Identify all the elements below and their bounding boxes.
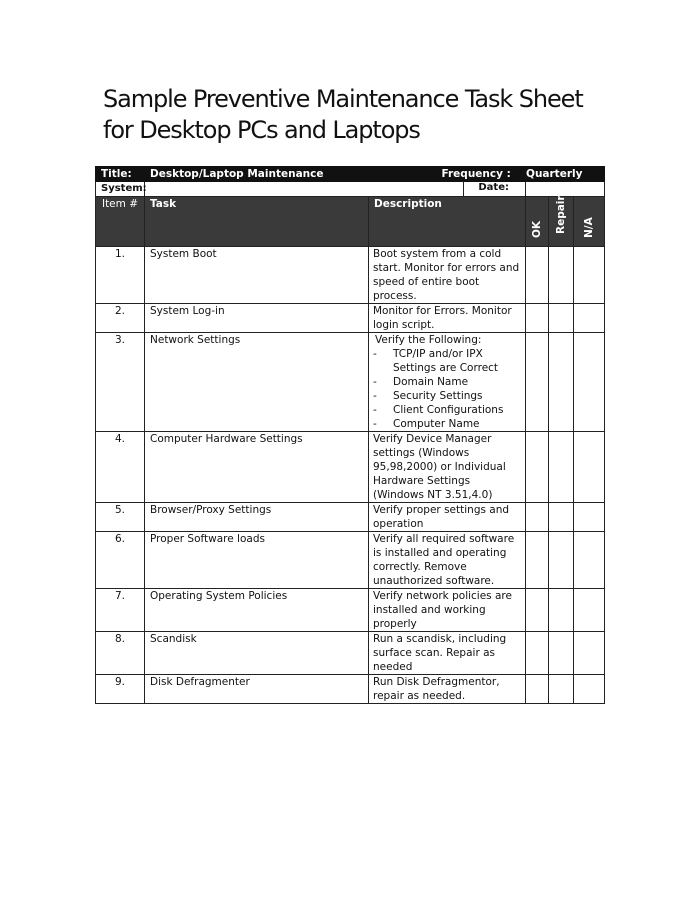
date-label-box <box>463 181 513 197</box>
col-header-na <box>574 197 605 247</box>
ok-checkbox-cell[interactable] <box>526 432 549 503</box>
description-checklist <box>373 347 521 431</box>
repair-checkbox-cell[interactable] <box>549 532 574 589</box>
system-field[interactable] <box>145 182 526 197</box>
col-repair-label: Repair <box>555 195 568 234</box>
col-ok-label: OK <box>531 220 544 238</box>
task-cell <box>145 304 369 333</box>
item-number-cell <box>96 503 145 532</box>
col-header-description <box>369 197 526 247</box>
date-label: Date: <box>478 182 509 193</box>
item-number-cell <box>96 675 145 704</box>
description-cell <box>369 333 526 432</box>
repair-checkbox-cell[interactable] <box>549 632 574 675</box>
ok-checkbox-cell[interactable] <box>526 675 549 704</box>
col-header-ok <box>526 197 549 247</box>
description-text: Verify the Following: <box>375 334 482 346</box>
col-header-repair <box>549 197 574 247</box>
title-row <box>96 167 605 182</box>
description-cell <box>369 589 526 632</box>
ok-checkbox-cell[interactable] <box>526 304 549 333</box>
task-name: Network Settings <box>150 334 241 346</box>
description-text: Run a scandisk, including surface scan. Repair as needed <box>373 633 507 673</box>
ok-checkbox-cell[interactable] <box>526 247 549 304</box>
item-number-cell <box>96 432 145 503</box>
description-cell <box>369 503 526 532</box>
na-checkbox-cell[interactable] <box>574 632 605 675</box>
ok-checkbox-cell[interactable] <box>526 503 549 532</box>
na-checkbox-cell[interactable] <box>574 432 605 503</box>
description-text: Monitor for Errors. Monitor login script. <box>373 305 512 331</box>
description-cell <box>369 532 526 589</box>
col-header-item <box>96 197 145 247</box>
task-name: Scandisk <box>150 633 197 645</box>
task-cell <box>145 247 369 304</box>
col-description-label: Description <box>374 198 442 210</box>
ok-checkbox-cell[interactable] <box>526 632 549 675</box>
frequency-value-cell <box>526 167 605 182</box>
na-checkbox-cell[interactable] <box>574 247 605 304</box>
na-checkbox-cell[interactable] <box>574 333 605 432</box>
repair-checkbox-cell[interactable] <box>549 247 574 304</box>
item-number: 4. <box>114 433 126 445</box>
description-text: Run Disk Defragmentor, repair as needed. <box>373 676 500 702</box>
task-cell <box>145 632 369 675</box>
repair-checkbox-cell[interactable] <box>549 333 574 432</box>
title-label-cell <box>96 167 145 182</box>
ok-checkbox-cell[interactable] <box>526 333 549 432</box>
item-number: 2. <box>114 305 126 317</box>
column-header-row <box>96 197 605 247</box>
ok-checkbox-cell[interactable] <box>526 532 549 589</box>
system-row <box>96 182 605 197</box>
task-name: Disk Defragmenter <box>150 676 250 688</box>
table-row <box>96 247 605 304</box>
repair-checkbox-cell[interactable] <box>549 675 574 704</box>
item-number: 5. <box>114 504 126 516</box>
table-row <box>96 333 605 432</box>
task-cell <box>145 333 369 432</box>
frequency-value: Quarterly <box>526 168 583 180</box>
description-cell <box>369 675 526 704</box>
checklist-item: - TCP/IP and/or IPX Settings are Correct <box>373 347 521 375</box>
description-text: Verify proper settings and operation <box>373 504 510 530</box>
checklist-item: - Computer Name <box>373 417 521 431</box>
task-name: System Log-in <box>150 305 225 317</box>
item-number: 3. <box>114 334 126 346</box>
item-number-cell <box>96 333 145 432</box>
table-row <box>96 432 605 503</box>
description-text: Verify all required software is installed and operating correctly. Remove unauthorized software. <box>373 533 515 587</box>
description-cell <box>369 432 526 503</box>
title-value: Desktop/Laptop Maintenance <box>150 168 324 180</box>
na-checkbox-cell[interactable] <box>574 532 605 589</box>
task-cell <box>145 432 369 503</box>
description-cell <box>369 304 526 333</box>
task-name: System Boot <box>150 248 217 260</box>
repair-checkbox-cell[interactable] <box>549 589 574 632</box>
item-number: 1. <box>114 248 126 260</box>
item-number-cell <box>96 247 145 304</box>
col-task-label: Task <box>150 198 177 210</box>
item-number-cell <box>96 532 145 589</box>
table-row <box>96 503 605 532</box>
description-text: Boot system from a cold start. Monitor for errors and speed of entire boot process. <box>373 248 520 302</box>
frequency-label: Frequency : <box>441 168 511 180</box>
task-name: Operating System Policies <box>150 590 288 602</box>
task-name: Proper Software loads <box>150 533 265 545</box>
na-checkbox-cell[interactable] <box>574 675 605 704</box>
description-text: Verify network policies are installed and working properly <box>373 590 512 630</box>
na-checkbox-cell[interactable] <box>574 503 605 532</box>
col-na-label: N/A <box>583 217 596 238</box>
task-cell <box>145 532 369 589</box>
task-name: Computer Hardware Settings <box>150 433 303 445</box>
task-name: Browser/Proxy Settings <box>150 504 272 516</box>
checklist-item: - Domain Name <box>373 375 521 389</box>
item-number: 7. <box>114 590 126 602</box>
table-row <box>96 589 605 632</box>
table-row <box>96 675 605 704</box>
repair-checkbox-cell[interactable] <box>549 503 574 532</box>
system-label: System: <box>101 183 147 194</box>
item-number: 9. <box>114 676 126 688</box>
description-text: Verify Device Manager settings (Windows 95,98,2000) or Individual Hardware Settings (Windows NT 3.51,4.0) <box>373 433 506 501</box>
task-cell <box>145 503 369 532</box>
maintenance-task-table <box>95 166 605 704</box>
title-line-2: for Desktop PCs and Laptops <box>103 116 420 144</box>
repair-checkbox-cell[interactable] <box>549 304 574 333</box>
col-header-task <box>145 197 369 247</box>
item-number: 6. <box>114 533 126 545</box>
col-item-label: Item # <box>101 198 139 210</box>
na-checkbox-cell[interactable] <box>574 304 605 333</box>
task-cell <box>145 589 369 632</box>
task-cell <box>145 675 369 704</box>
item-number: 8. <box>114 633 126 645</box>
na-checkbox-cell[interactable] <box>574 589 605 632</box>
system-label-cell <box>96 182 145 197</box>
ok-checkbox-cell[interactable] <box>526 589 549 632</box>
title-value-cell <box>145 167 526 182</box>
document-title <box>103 84 623 146</box>
checklist-item: - Security Settings <box>373 389 521 403</box>
checklist-item: - Client Configurations <box>373 403 521 417</box>
table-row <box>96 632 605 675</box>
item-number-cell <box>96 632 145 675</box>
repair-checkbox-cell[interactable] <box>549 432 574 503</box>
description-cell <box>369 632 526 675</box>
title-label: Title: <box>101 168 132 180</box>
item-number-cell <box>96 304 145 333</box>
table-row <box>96 304 605 333</box>
item-number-cell <box>96 589 145 632</box>
table-row <box>96 532 605 589</box>
description-cell <box>369 247 526 304</box>
title-line-1: Sample Preventive Maintenance Task Sheet <box>103 85 583 113</box>
